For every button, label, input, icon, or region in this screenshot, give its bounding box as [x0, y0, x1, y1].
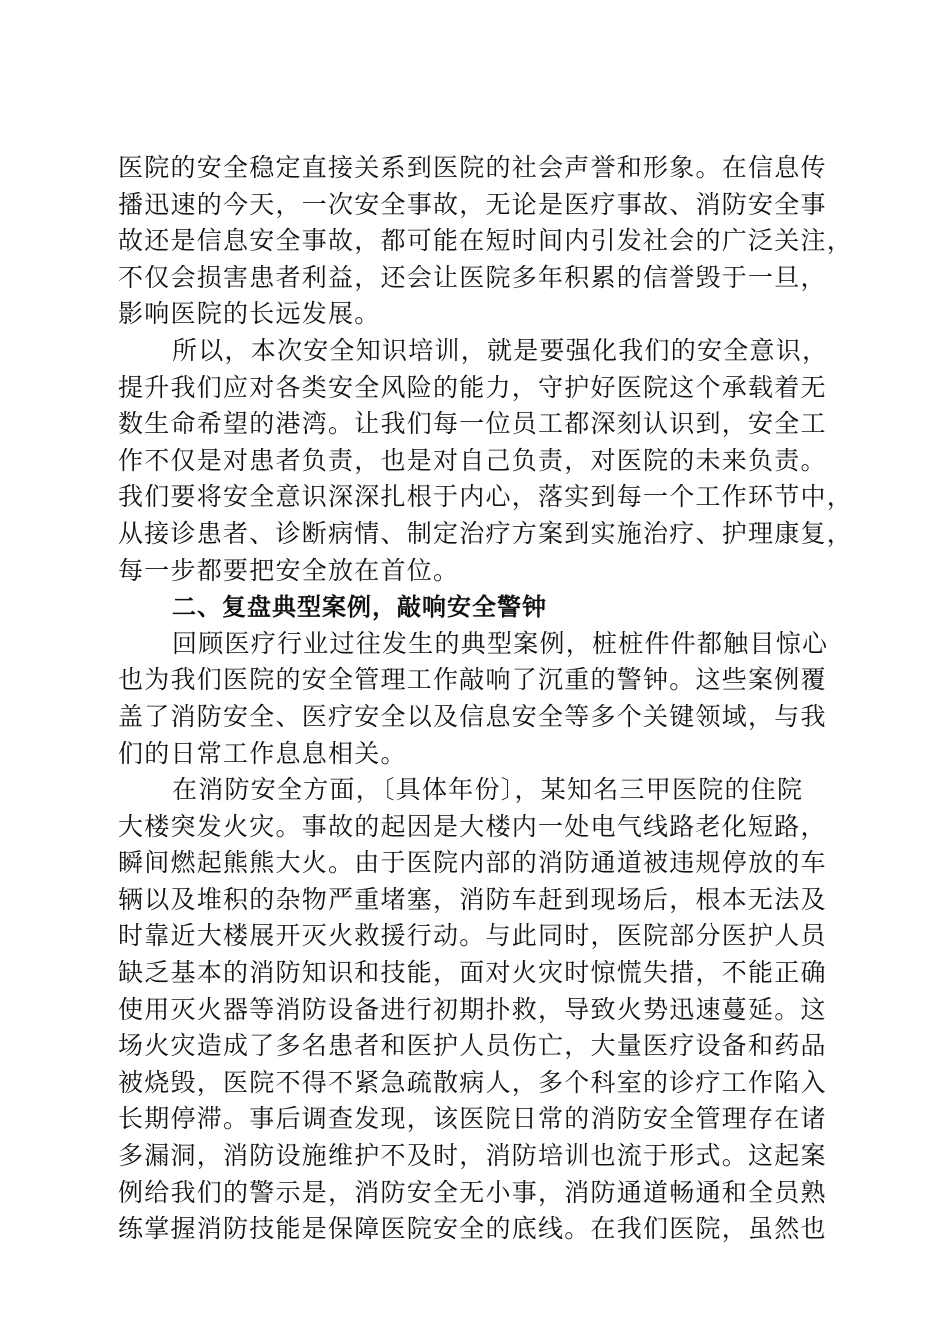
- text-line: 我们要将安全意识深深扎根于内心，落实到每一个工作环节中，: [118, 482, 854, 512]
- text-line: 时靠近大楼展开灭火救援行动。与此同时，医院部分医护人员: [118, 921, 827, 951]
- text-line: 不仅会损害患者利益，还会让医院多年积累的信誉毁于一旦，: [118, 262, 827, 292]
- text-line: 影响医院的长远发展。: [118, 299, 381, 329]
- text-line: 数生命希望的港湾。让我们每一位员工都深刻认识到，安全工: [118, 409, 827, 439]
- paragraph: [118, 626, 833, 772]
- paragraph: [118, 772, 833, 1248]
- text-line: 在消防安全方面，〔具体年份〕，某知名三甲医院的住院: [172, 775, 804, 805]
- text-line: 回顾医疗行业过往发生的典型案例，桩桩件件都触目惊心: [172, 628, 829, 658]
- text-line: 播迅速的今天，一次安全事故，无论是医疗事故、消防安全事: [118, 189, 827, 219]
- text-line: 故还是信息安全事故，都可能在短时间内引发社会的广泛关注，: [118, 226, 854, 256]
- text-line: 瞬间燃起熊熊大火。由于医院内部的消防通道被违规停放的车: [118, 848, 827, 878]
- text-line: 练掌握消防技能是保障医院安全的底线。在我们医院，虽然也: [118, 1214, 827, 1244]
- text-line: 提升我们应对各类安全风险的能力，守护好医院这个承载着无: [118, 372, 827, 402]
- text-line: 大楼突发火灾。事故的起因是大楼内一处电气线路老化短路，: [118, 811, 827, 841]
- text-line: 长期停滞。事后调查发现，该医院日常的消防安全管理存在诸: [118, 1104, 827, 1134]
- text-line: 例给我们的警示是，消防安全无小事，消防通道畅通和全员熟: [118, 1177, 827, 1207]
- text-line: 盖了消防安全、医疗安全以及信息安全等多个关键领域，与我: [118, 701, 827, 731]
- text-line: 被烧毁，医院不得不紧急疏散病人，多个科室的诊疗工作陷入: [118, 1067, 827, 1097]
- text-line: 从接诊患者、诊断病情、制定治疗方案到实施治疗、护理康复，: [118, 518, 854, 548]
- section-heading: [118, 589, 833, 626]
- text-line: 作不仅是对患者负责，也是对自己负责，对医院的未来负责。: [118, 445, 827, 475]
- text-line: 辆以及堆积的杂物严重堵塞，消防车赶到现场后，根本无法及: [118, 884, 827, 914]
- text-line: 缺乏基本的消防知识和技能，面对火灾时惊慌失措，不能正确: [118, 958, 827, 988]
- text-line: 多漏洞，消防设施维护不及时，消防培训也流于形式。这起案: [118, 1141, 827, 1171]
- document-body: [118, 150, 854, 1248]
- text-line: 所以，本次安全知识培训，就是要强化我们的安全意识，: [172, 335, 829, 365]
- text-line: 们的日常工作息息相关。: [118, 738, 407, 768]
- heading-text: 二、复盘典型案例，敲响安全警钟: [172, 593, 547, 622]
- text-line: 也为我们医院的安全管理工作敲响了沉重的警钟。这些案例覆: [118, 665, 827, 695]
- text-line: 医院的安全稳定直接关系到医院的社会声誉和形象。在信息传: [118, 153, 827, 182]
- text-line: 使用灭火器等消防设备进行初期扑救，导致火势迅速蔓延。这: [118, 994, 827, 1024]
- paragraph: [118, 150, 854, 333]
- text-line: 每一步都要把安全放在首位。: [118, 555, 460, 585]
- paragraph: [118, 333, 854, 589]
- text-line: 场火灾造成了多名患者和医护人员伤亡，大量医疗设备和药品: [118, 1031, 827, 1061]
